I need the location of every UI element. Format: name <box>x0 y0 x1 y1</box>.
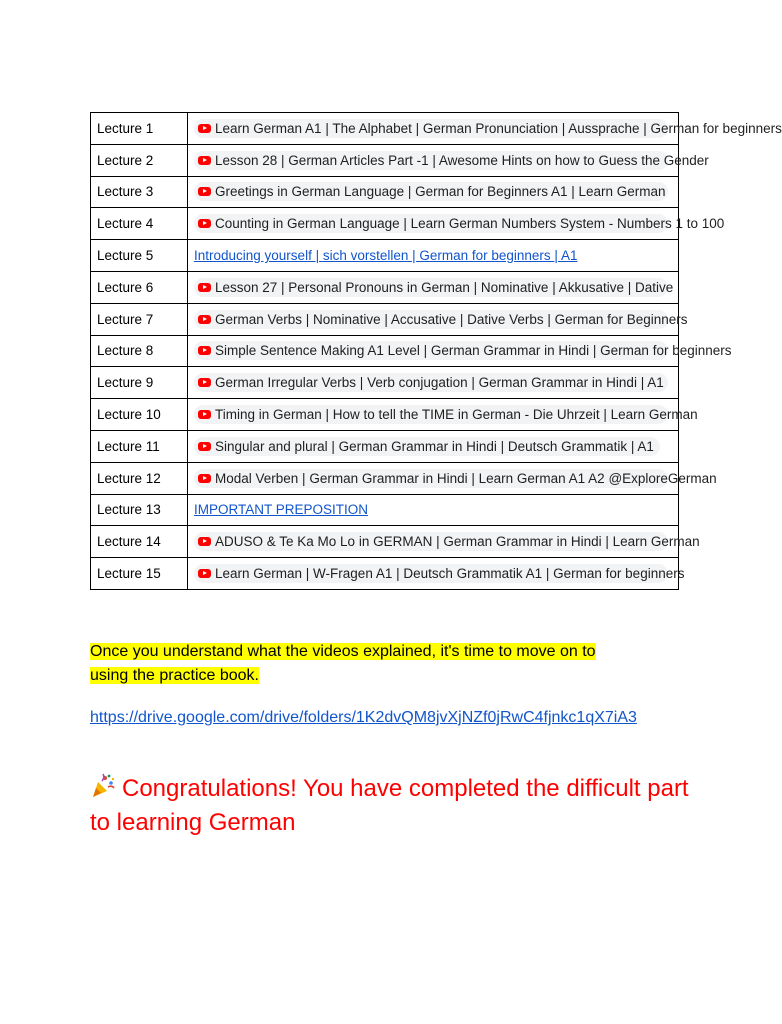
youtube-icon <box>198 283 211 292</box>
youtube-icon <box>198 315 211 324</box>
lecture-label: Lecture 11 <box>91 430 188 462</box>
lecture-label: Lecture 8 <box>91 335 188 367</box>
lecture-link-cell <box>188 526 700 558</box>
lecture-row <box>91 367 679 399</box>
video-title: German Verbs | Nominative | Accusative | Dative Verbs | German for Beginners <box>215 311 688 327</box>
youtube-video-chip[interactable] <box>194 310 688 329</box>
video-title: Simple Sentence Making A1 Level | German Grammar in Hindi | German for beginners <box>215 343 732 359</box>
practice-paragraph <box>90 640 690 688</box>
youtube-video-chip[interactable] <box>194 532 700 551</box>
video-title: ADUSO & Te Ka Mo Lo in GERMAN | German Grammar in Hindi | Learn German <box>215 534 700 550</box>
lecture-link-cell <box>188 367 679 399</box>
youtube-icon <box>198 156 211 165</box>
youtube-icon <box>198 378 211 387</box>
youtube-video-chip[interactable] <box>194 373 668 392</box>
lecture-link-cell <box>188 558 685 590</box>
party-popper-icon <box>90 773 116 799</box>
lecture-label: Lecture 7 <box>91 303 188 335</box>
lecture-link-cell <box>188 176 679 208</box>
lecture-row <box>91 144 679 176</box>
lecture-row <box>91 208 679 240</box>
youtube-icon <box>198 442 211 451</box>
video-title: Greetings in German Language | German for Beginners A1 | Learn German <box>215 184 666 200</box>
lecture-link-cell <box>188 144 709 176</box>
lectures-table <box>90 112 782 590</box>
lecture-row <box>91 113 679 145</box>
lecture-row <box>91 303 679 335</box>
youtube-icon <box>198 537 211 546</box>
youtube-video-chip[interactable] <box>194 151 709 170</box>
video-title: Lesson 27 | Personal Pronouns in German | Nominative | Akkusative | Dative <box>215 279 674 295</box>
video-title: Learn German A1 | The Alphabet | German Pronunciation | Aussprache | German for beginners <box>215 120 782 136</box>
lecture-link-cell <box>188 430 679 462</box>
youtube-icon <box>198 187 211 196</box>
youtube-icon <box>198 346 211 355</box>
lecture-link-cell <box>188 494 679 526</box>
youtube-icon <box>198 410 211 419</box>
lecture-link-cell <box>188 240 679 272</box>
lecture-link-cell <box>188 208 725 240</box>
lecture-row <box>91 558 679 590</box>
lecture-label: Lecture 2 <box>91 144 188 176</box>
lecture-label: Lecture 15 <box>91 558 188 590</box>
youtube-video-chip[interactable] <box>194 469 717 488</box>
video-title: Timing in German | How to tell the TIME in German - Die Uhrzeit | Learn German <box>215 407 698 423</box>
youtube-icon <box>198 124 211 133</box>
video-title: Learn German | W-Fragen A1 | Deutsch Grammatik A1 | German for beginners <box>215 566 685 582</box>
youtube-icon <box>198 474 211 483</box>
lecture-label: Lecture 10 <box>91 399 188 431</box>
lecture-row <box>91 399 679 431</box>
youtube-video-chip[interactable] <box>194 182 668 201</box>
video-title: Counting in German Language | Learn German Numbers System - Numbers 1 to 100 <box>215 216 725 232</box>
lecture-label: Lecture 6 <box>91 271 188 303</box>
youtube-video-chip[interactable] <box>194 437 660 456</box>
youtube-video-chip[interactable] <box>194 214 725 233</box>
youtube-icon <box>198 219 211 228</box>
youtube-video-chip[interactable] <box>194 405 698 424</box>
youtube-video-chip[interactable] <box>194 564 685 583</box>
practice-text-highlight: Once you understand what the videos explained, it's time to move on to <box>90 643 596 660</box>
lecture-link[interactable]: Introducing yourself | sich vorstellen | German for beginners | A1 <box>194 248 578 264</box>
lecture-row <box>91 176 679 208</box>
lecture-link-cell <box>188 335 732 367</box>
lecture-label: Lecture 5 <box>91 240 188 272</box>
lecture-label: Lecture 14 <box>91 526 188 558</box>
lecture-row <box>91 240 679 272</box>
lecture-link[interactable]: IMPORTANT PREPOSITION <box>194 502 369 518</box>
youtube-video-chip[interactable] <box>194 119 782 138</box>
lecture-link-cell <box>188 271 679 303</box>
lecture-row <box>91 526 679 558</box>
drive-folder-link[interactable]: https://drive.google.com/drive/folders/1K2dvQM8jvXjNZf0jRwC4fjnkc1qX7iA3 <box>90 709 637 726</box>
video-title: Singular and plural | German Grammar in Hindi | Deutsch Grammatik | A1 <box>215 438 654 454</box>
lecture-link-cell <box>188 399 698 431</box>
lecture-label: Lecture 9 <box>91 367 188 399</box>
lecture-label: Lecture 1 <box>91 113 188 145</box>
lecture-link-cell <box>188 462 717 494</box>
video-title: Modal Verben | German Grammar in Hindi | Learn German A1 A2 @ExploreGerman <box>215 470 717 486</box>
lecture-label: Lecture 3 <box>91 176 188 208</box>
youtube-icon <box>198 569 211 578</box>
congratulations-message <box>90 772 690 840</box>
youtube-video-chip[interactable] <box>194 278 674 297</box>
lecture-row <box>91 430 679 462</box>
lecture-row <box>91 335 679 367</box>
youtube-video-chip[interactable] <box>194 341 732 360</box>
lecture-link-cell <box>188 303 688 335</box>
video-title: German Irregular Verbs | Verb conjugation | German Grammar in Hindi | A1 <box>215 375 664 391</box>
lecture-row <box>91 494 679 526</box>
lecture-row <box>91 271 679 303</box>
lecture-label: Lecture 12 <box>91 462 188 494</box>
lecture-row <box>91 462 679 494</box>
lecture-label: Lecture 4 <box>91 208 188 240</box>
practice-text-highlight-2: using the practice book. <box>90 667 259 684</box>
video-title: Lesson 28 | German Articles Part -1 | Awesome Hints on how to Guess the Gender <box>215 152 709 168</box>
congratulations-text: Congratulations! You have completed the difficult part to learning German <box>90 775 689 836</box>
lecture-link-cell <box>188 113 782 145</box>
lecture-label: Lecture 13 <box>91 494 188 526</box>
